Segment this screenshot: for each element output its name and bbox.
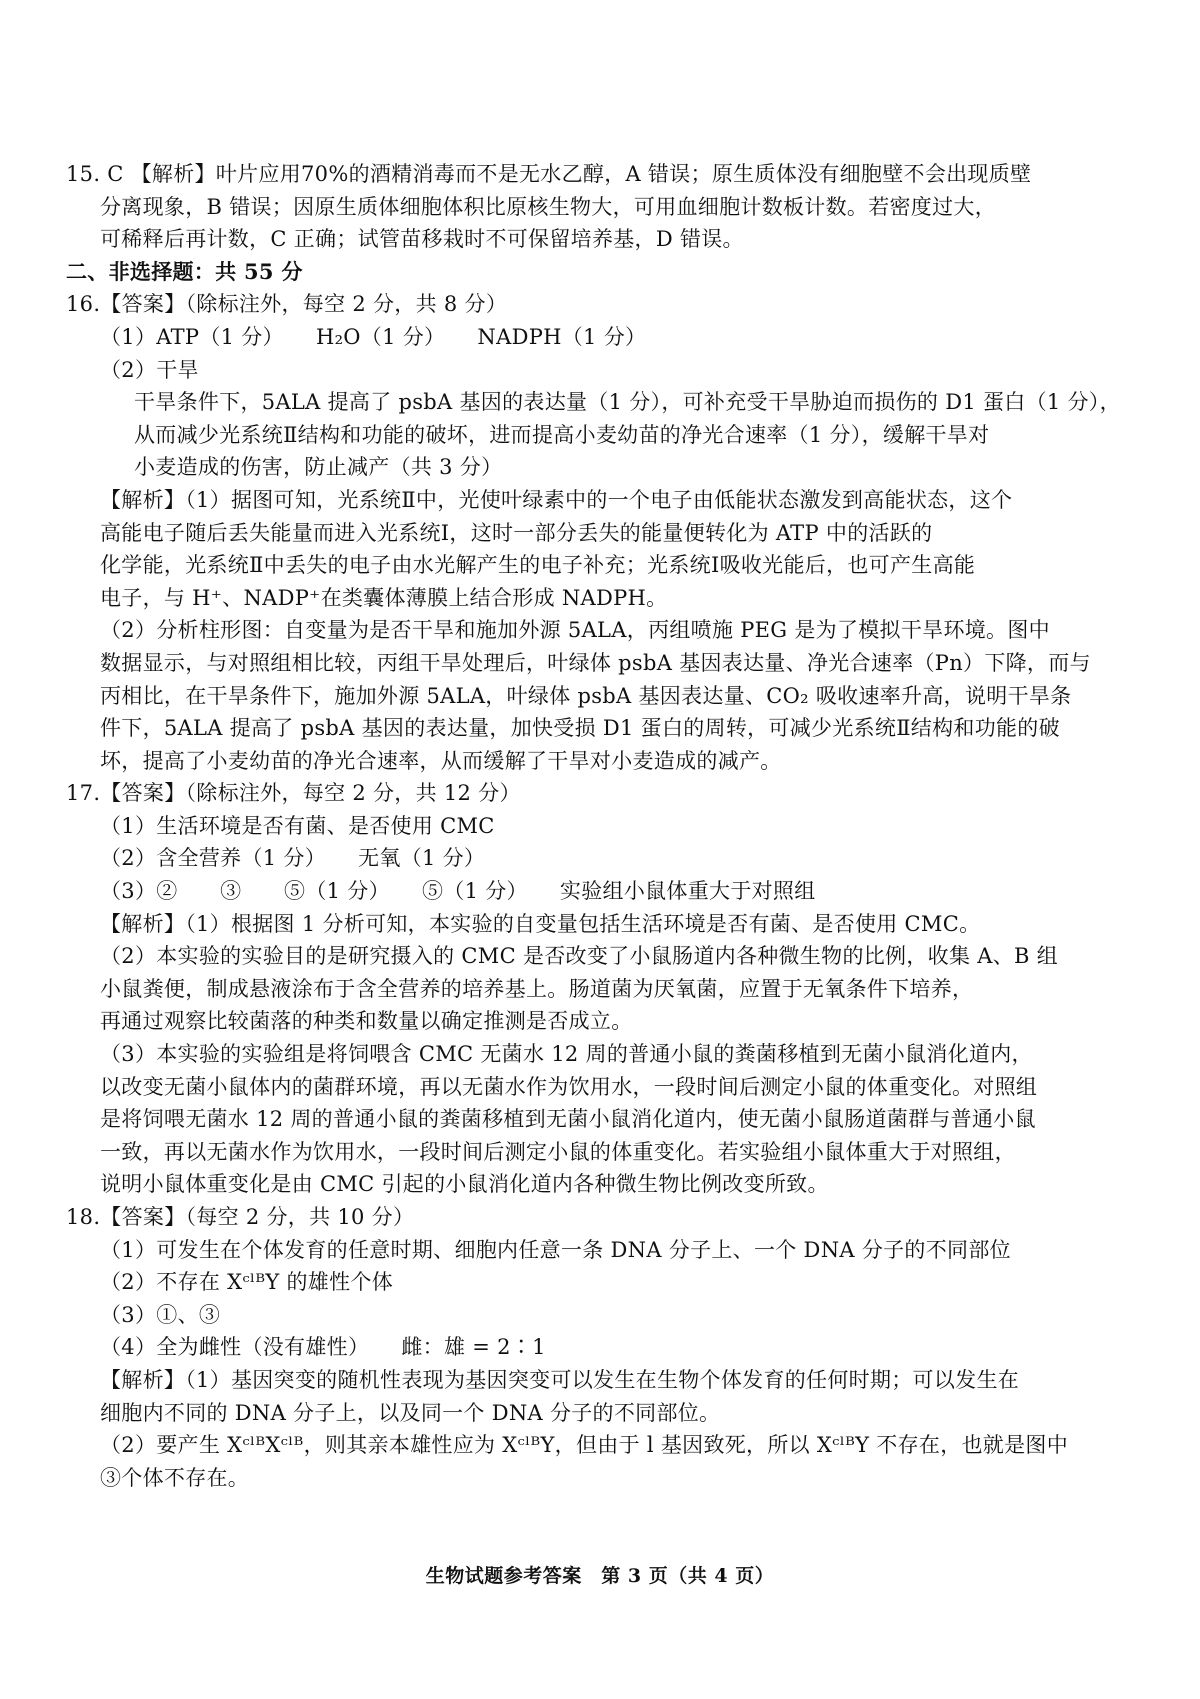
text-line: （3）本实验的实验组是将饲喂含 CMC 无菌水 12 周的普通小鼠的粪菌移植到无菌小鼠消化道内，: [100, 1042, 1033, 1067]
text-line: 16.【答案】（除标注外，每空 2 分，共 8 分）: [66, 292, 508, 317]
text-line: 高能电子随后丢失能量而进入光系统Ⅰ，这时一部分丢失的能量便转化为 ATP 中的活跃的: [100, 520, 933, 545]
text-line: ③个体不存在。: [100, 1465, 250, 1490]
text-line: 坏，提高了小麦幼苗的净光合速率，从而缓解了干旱对小麦造成的减产。: [100, 748, 782, 773]
text-line: 17.【答案】（除标注外，每空 2 分，共 12 分）: [66, 781, 521, 806]
text-line: （4）全为雌性（没有雄性） 雌：雄 = 2∶1: [100, 1335, 546, 1360]
text-line: 再通过观察比较菌落的种类和数量以确定推测是否成立。: [100, 1009, 633, 1034]
text-line: （3）② ③ ⑤（1 分） ⑤（1 分） 实验组小鼠体重大于对照组: [100, 879, 816, 904]
text-line: 【解析】（1）基因突变的随机性表现为基因突变可以发生在生物个体发育的任何时期；可以发生在: [100, 1367, 1020, 1392]
answer-key-body: [66, 158, 1148, 1494]
text-line: （2）干旱: [100, 357, 199, 382]
text-line: 数据显示，与对照组相比较，丙组干旱处理后，叶绿体 psbA 基因表达量、净光合速率（Pn）下降，而与: [100, 650, 1091, 675]
text-line: 干旱条件下，5ALA 提高了 psbA 基因的表达量（1 分），可补充受干旱胁迫而损伤的 D1 蛋白（1 分），: [134, 390, 1121, 415]
text-line: （1）ATP（1 分） H₂O（1 分） NADPH（1 分）: [100, 324, 647, 349]
text-line: 说明小鼠体重变化是由 CMC 引起的小鼠消化道内各种微生物比例改变所致。: [100, 1172, 829, 1197]
text-line: 件下，5ALA 提高了 psbA 基因的表达量，加快受损 D1 蛋白的周转，可减少光系统Ⅱ结构和功能的破: [100, 716, 1060, 741]
text-line: 【解析】（1）据图可知，光系统Ⅱ中，光使叶绿素中的一个电子由低能状态激发到高能状态，这个: [100, 487, 1013, 512]
page-footer: 生物试题参考答案 第 3 页（共 4 页）: [425, 1565, 775, 1587]
text-line: 小鼠粪便，制成悬液涂布于含全营养的培养基上。肠道菌为厌氧菌，应置于无氧条件下培养，: [100, 976, 974, 1001]
text-line: 是将饲喂无菌水 12 周的普通小鼠的粪菌移植到无菌小鼠消化道内，使无菌小鼠肠道菌群与普通小鼠: [100, 1107, 1036, 1132]
text-line: 丙相比，在干旱条件下，施加外源 5ALA，叶绿体 psbA 基因表达量、CO₂ 吸收速率升高，说明干旱条: [100, 683, 1072, 708]
text-line: 以改变无菌小鼠体内的菌群环境，再以无菌水作为饮用水，一段时间后测定小鼠的体重变化。对照组: [100, 1074, 1038, 1099]
text-line: 小麦造成的伤害，防止减产（共 3 分）: [134, 455, 503, 480]
text-line: 18.【答案】（每空 2 分，共 10 分）: [66, 1205, 415, 1229]
text-line: 一致，再以无菌水作为饮用水，一段时间后测定小鼠的体重变化。若实验组小鼠体重大于对照组，: [100, 1139, 1016, 1164]
text-line: （1）生活环境是否有菌、是否使用 CMC: [100, 813, 495, 838]
text-line: （2）分析柱形图：自变量为是否干旱和施加外源 5ALA，丙组喷施 PEG 是为了模拟干旱环境。图中: [100, 618, 1050, 643]
text-line: （2）本实验的实验目的是研究摄入的 CMC 是否改变了小鼠肠道内各种微生物的比例，收集 A、B 组: [100, 944, 1058, 969]
section-heading: 二、非选择题：共 55 分: [66, 258, 303, 284]
text-line: 【解析】（1）根据图 1 分析可知，本实验的自变量包括生活环境是否有菌、是否使用 CMC。: [100, 911, 981, 936]
text-line: 15. C 【解析】叶片应用70%的酒精消毒而不是无水乙醇，A 错误；原生质体没有细胞壁不会出现质壁: [66, 162, 1032, 186]
text-line: 从而减少光系统Ⅱ结构和功能的破坏，进而提高小麦幼苗的净光合速率（1 分），缓解干旱对: [134, 422, 990, 447]
text-line: 电子，与 H⁺、NADP⁺在类囊体薄膜上结合形成 NADPH。: [100, 585, 668, 610]
text-line: 细胞内不同的 DNA 分子上，以及同一个 DNA 分子的不同部位。: [100, 1400, 721, 1425]
text-line: （3）①、③: [100, 1302, 221, 1327]
text-line: 化学能，光系统Ⅱ中丢失的电子由水光解产生的电子补充；光系统Ⅰ吸收光能后，也可产生高能: [100, 553, 976, 578]
text-line: 可稀释后再计数，C 正确；试管苗移栽时不可保留培养基，D 错误。: [100, 227, 744, 252]
text-line: （1）可发生在个体发育的任意时期、细胞内任意一条 DNA 分子上、一个 DNA 分子的不同部位: [100, 1237, 1011, 1262]
text-line: （2）不存在 XᶜˡᴮY 的雄性个体: [100, 1270, 394, 1295]
text-line: （2）含全营养（1 分） 无氧（1 分）: [100, 846, 486, 871]
text-line: （2）要产生 XᶜˡᴮXᶜˡᴮ，则其亲本雄性应为 XᶜˡᴮY，但由于 l 基因致死，所以 XᶜˡᴮY 不存在，也就是图中: [100, 1433, 1068, 1458]
text-line: 分离现象，B 错误；因原生质体细胞体积比原核生物大，可用血细胞计数板计数。若密度过大，: [100, 194, 997, 219]
